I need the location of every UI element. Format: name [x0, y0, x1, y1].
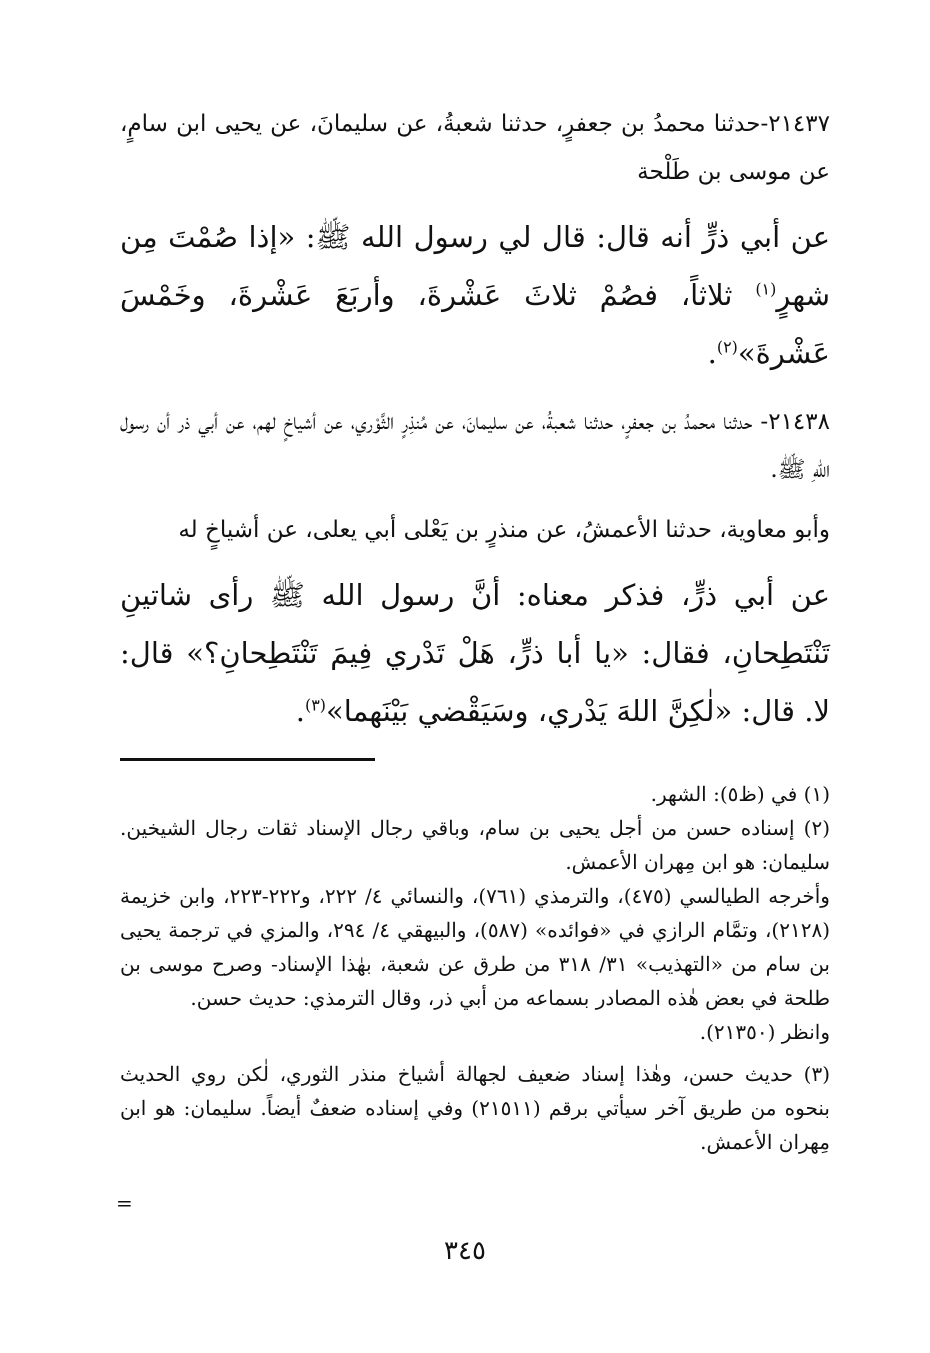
hadith-21437-isnad: ٢١٤٣٧-حدثنا محمدُ بن جعفرٍ، حدثنا شعبةُ، عن سليمانَ، عن يحيى ابن سامٍ، عن موسى بن طَلْحة: [120, 111, 830, 185]
footnote-1: (١) في (ظ٥): الشهر.: [650, 782, 830, 806]
page-number: ٣٤٥: [444, 1236, 486, 1266]
page-body: [120, 100, 830, 1159]
footnote-marker-1: (١): [755, 279, 777, 299]
continuation-mark: =: [116, 1191, 133, 1215]
footnote-marker-3: (٣): [304, 695, 326, 715]
footnote-separator: [120, 758, 375, 761]
footnote-2-takhrij: وأخرجه الطيالسي (٤٧٥)، والترمذي (٧٦١)، والنسائي ٤/ ٢٢٢، و٢٢٢-٢٢٣، وابن خزيمة (٢١٢٨)، وتمَّام الرازي في «فوائده» (٥٨٧)، والبيهقي ٤/ ٢٩٤، والمزي في ترجمة يحيى بن سام من «التهذيب» ٣١/ ٣١٨ من طرق عن شعبة، بهٰذا الإسناد- وصرح موسى بن طلحة في بعض هٰذه المصادر بسماعه من أبي ذر، وقال الترمذي: حديث حسن.: [120, 884, 830, 1010]
footnotes: [120, 777, 830, 1159]
matn-text: عن أبي ذرٍّ، فذكر معناه: أنَّ رسول الله ﷺ رأى شاتينِ تَنْتَطِحانِ، فقال: «يا أبا ذرٍّ، هَلْ تَدْري فِيمَ تَنْتَطِحانِ؟» قال: لا. قال: «لٰكِنَّ اللهَ يَدْري، وسَيَقْضي بَيْنَهما»: [120, 578, 830, 728]
hadith-21438-isnad: ٢١٤٣٨- حدثنا محمدُ بن جعفرٍ، حدثنا شعبةُ، عن سليمانَ، عن مُنذِرٍ الثَّوْري، عن أشياخٍ لهم، عن أبي ذر أن رسول اللهِ ﷺ.: [120, 409, 830, 483]
matn-end: .: [707, 336, 717, 370]
footnote-2: (٢) إسناده حسن من أجل يحيى بن سام، وباقي رجال الإسناد ثقات رجال الشيخين. سليمان: هو ابن مِهران الأعمش.: [120, 816, 830, 874]
footnote-3: (٣) حديث حسن، وهٰذا إسناد ضعيف لجهالة أشياخ منذر الثوري، لٰكن روي الحديث بنحوه من طريق آخر سيأتي برقم (٢١٥١١) وفي إسناده ضعفٌ أيضاً. سليمان: هو ابن مِهران الأعمش.: [120, 1062, 830, 1154]
matn-text: عن أبي ذرٍّ أنه قال: قال لي رسول الله ﷺ: «إذا صُمْتَ مِن شهرٍ: [120, 220, 830, 312]
matn-text-cont: ثلاثاً، فصُمْ ثلاثَ عَشْرةَ، وأربَعَ عَشْرةَ، وخَمْسَ عَشْرةَ»: [120, 278, 830, 370]
footnote-marker-2: (٢): [716, 337, 738, 357]
hadith-21438-isnad-2: وأبو معاوية، حدثنا الأعمشُ، عن منذرٍ بن يَعْلى أبي يعلى، عن أشياخٍ له: [178, 517, 830, 543]
hadith-21438-matn: [120, 566, 830, 740]
footnote-2-see-also: وانظر (٢١٣٥٠).: [699, 1020, 830, 1044]
matn-end: .: [295, 694, 305, 728]
hadith-21437-matn: [120, 208, 830, 382]
